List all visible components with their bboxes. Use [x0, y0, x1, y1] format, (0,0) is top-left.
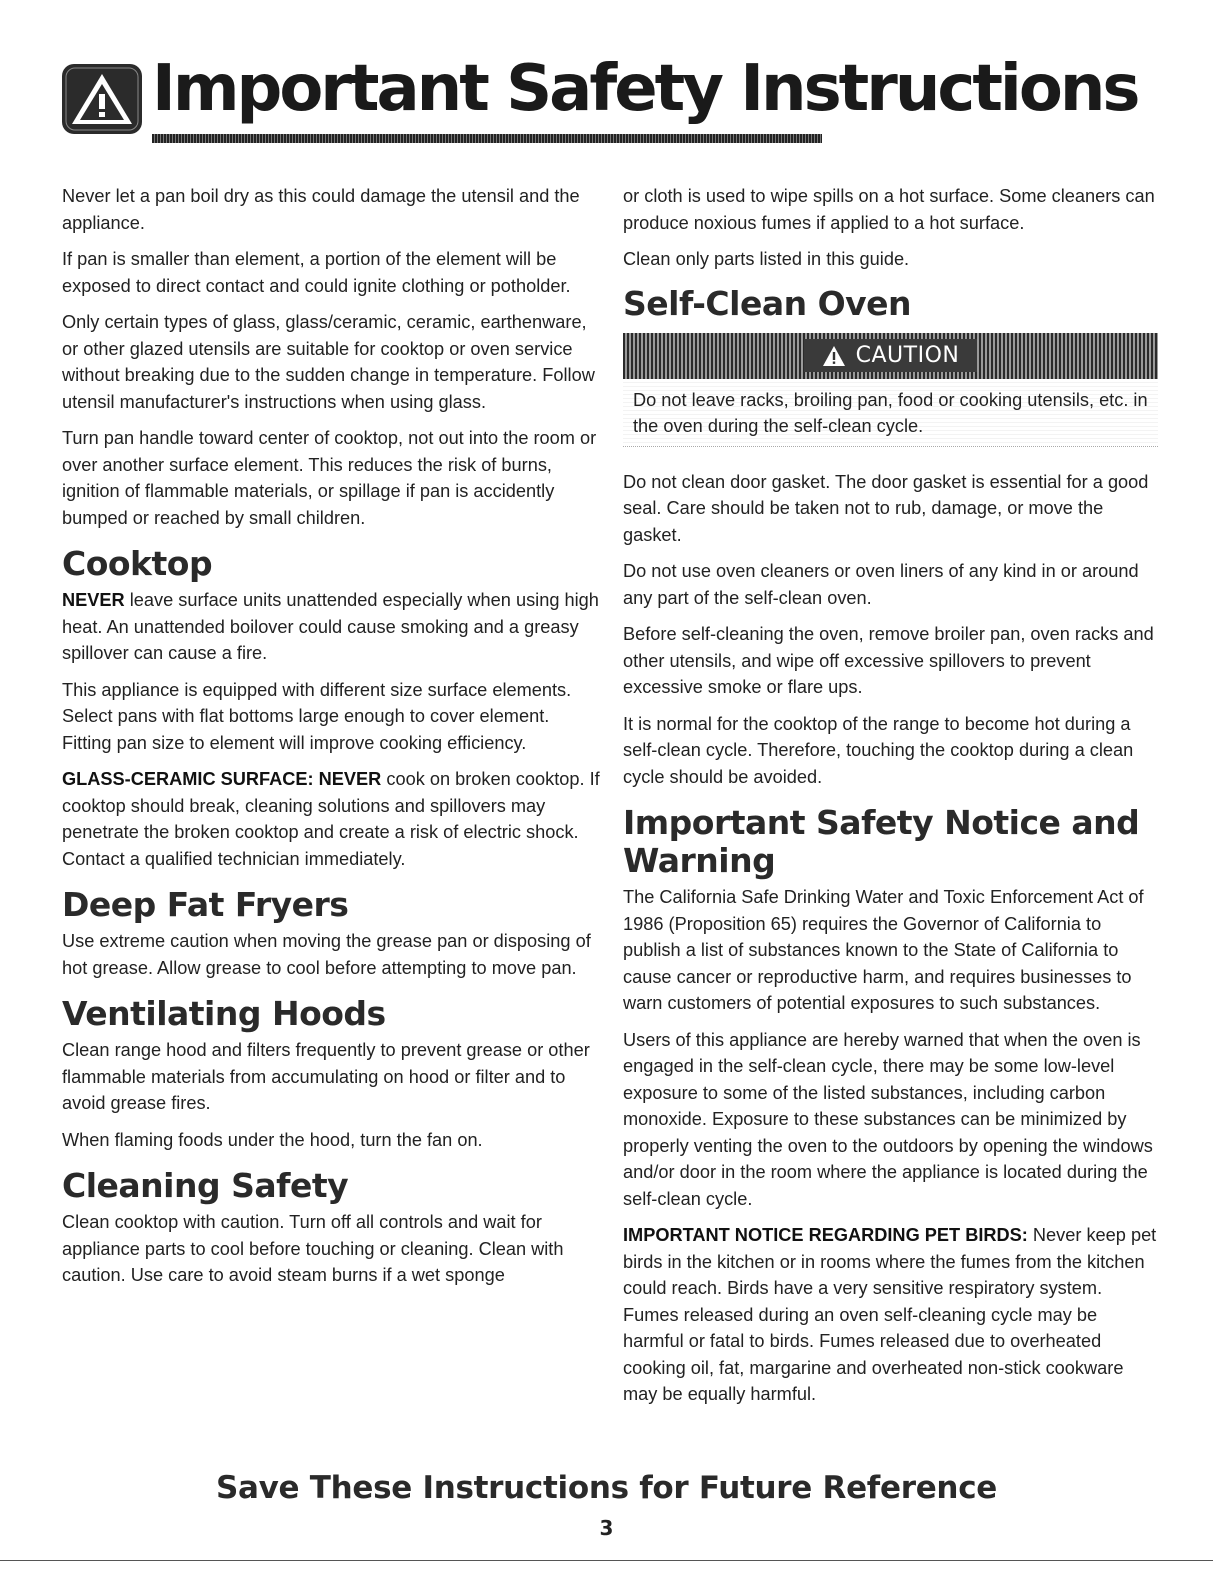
cooktop-paragraph-2: This appliance is equipped with different size surface elements. Select pans with flat bottoms large enough to cover element. Fitting pan size to element will improve cooking efficiency. — [62, 679, 572, 753]
cleaning-continued-paragraph-1: or cloth is used to wipe spills on a hot surface. Some cleaners can produce noxious fumes if applied to a hot surface. — [623, 186, 1155, 233]
cooktop-paragraph-3-text: cook on broken cooktop. If cooktop should break, cleaning solutions and spillovers may penetrate the broken cooktop and create a risk of electric shock. Contact a qualified technician immediately. — [62, 769, 600, 869]
self-clean-paragraph-2: Do not use oven cleaners or oven liners of any kind in or around any part of the self-clean oven. — [623, 561, 1139, 608]
pet-birds-lead: IMPORTANT NOTICE REGARDING PET BIRDS: — [623, 1225, 1028, 1245]
caution-box — [623, 333, 1158, 447]
glass-ceramic-lead: GLASS-CERAMIC SURFACE: NEVER — [62, 769, 382, 789]
notice-paragraph-3 — [623, 1222, 1158, 1408]
notice-paragraph-3-text: Never keep pet birds in the kitchen or in rooms where the fumes from the kitchen could reach. Birds have a very sensitive respiratory system. Fumes released during an oven self-cleaning cycle may be harmful or fatal to birds. Fumes released due to overheated cooking oil, fat, margarine and overheated non-stick cookware may be equally harmful. — [623, 1225, 1157, 1404]
cooktop-paragraph-1 — [62, 587, 602, 667]
caution-text: Do not leave racks, broiling pan, food or cooking utensils, etc. in the oven during the self-clean cycle. — [623, 379, 1158, 447]
self-clean-paragraph-1: Do not clean door gasket. The door gasket is essential for a good seal. Care should be taken not to rub, damage, or move the gasket. — [623, 471, 1149, 545]
intro-paragraph-3: Only certain types of glass, glass/ceramic, ceramic, earthenware, or other glazed utensils are suitable for cooktop or oven service without breaking due to the sudden change in temperature. Follow utensil manufacturer's instructions when using glass. — [62, 312, 595, 412]
page-title: Important Safety Instructions — [152, 52, 1138, 126]
bottom-rule — [0, 1560, 1213, 1561]
ventilating-hoods-heading: Ventilating Hoods — [62, 994, 386, 1033]
self-clean-oven-heading: Self-Clean Oven — [623, 283, 912, 323]
self-clean-paragraph-4: It is normal for the cooktop of the range to become hot during a self-clean cycle. Therefore, touching the cooktop during a clean cycle should be avoided. — [623, 713, 1134, 787]
caution-banner — [623, 333, 1158, 379]
right-column — [623, 183, 1158, 1418]
cooktop-paragraph-3 — [62, 766, 602, 872]
title-rule — [152, 134, 822, 143]
cleaning-safety-paragraph: Clean cooktop with caution. Turn off all controls and wait for appliance parts to cool before touching or cleaning. Clean with caution. Use care to avoid steam burns if a wet sponge — [62, 1212, 564, 1285]
ventilating-hoods-paragraph-1: Clean range hood and filters frequently to prevent grease or other flammable materials from accumulating on hood or filter and to avoid grease fires. — [62, 1040, 590, 1113]
intro-paragraph-4: Turn pan handle toward center of cooktop, not out into the room or over another surface element. This reduces the risk of burns, ignition of flammable materials, or spillage if pan is accidently bumped or reached by small children. — [62, 428, 597, 528]
page-number: 3 — [599, 1516, 614, 1540]
footer-title: Save These Instructions for Future Reference — [216, 1470, 997, 1506]
deep-fat-fryers-heading: Deep Fat Fryers — [62, 885, 349, 924]
caution-label: CAUTION — [855, 343, 960, 368]
safety-notice-heading: Important Safety Notice and Warning — [623, 803, 1140, 880]
cooktop-paragraph-1-text: leave surface units unattended especially when using high heat. An unattended boilover could cause smoking and a greasy spillover can cause a fire. — [62, 590, 599, 663]
intro-paragraph-1: Never let a pan boil dry as this could damage the utensil and the appliance. — [62, 186, 580, 233]
notice-paragraph-1: The California Safe Drinking Water and Toxic Enforcement Act of 1986 (Proposition 65) requires the Governor of California to publish a list of substances known to the State of California to cause cancer or reproductive harm, and requires businesses to warn customers of potential exposures to such substances. — [623, 887, 1144, 1013]
cleaning-continued-paragraph-2: Clean only parts listed in this guide. — [623, 249, 910, 269]
intro-paragraph-2: If pan is smaller than element, a portion of the element will be exposed to direct contact and could ignite clothing or potholder. — [62, 249, 571, 296]
self-clean-paragraph-3: Before self-cleaning the oven, remove broiler pan, oven racks and other utensils, and wipe off excessive spillovers to prevent excessive smoke or flare ups. — [623, 624, 1154, 697]
cooktop-never-lead: NEVER — [62, 590, 125, 610]
cooktop-heading: Cooktop — [62, 544, 213, 583]
warning-icon — [60, 62, 144, 136]
notice-paragraph-2: Users of this appliance are hereby warned that when the oven is engaged in the self-clean cycle, there may be some low-level exposure to some of the listed substances, including carbon monoxide. Exposure to these substances can be minimized by properly venting the oven to the outdoors by opening the windows and/or door in the room where the appliance is located during the self-clean cycle. — [623, 1029, 1153, 1209]
deep-fat-fryers-paragraph: Use extreme caution when moving the grease pan or disposing of hot grease. Allow grease to cool before attempting to move pan. — [62, 931, 591, 978]
cleaning-safety-heading: Cleaning Safety — [62, 1166, 349, 1205]
page-header — [60, 52, 1138, 154]
ventilating-hoods-paragraph-2: When flaming foods under the hood, turn the fan on. — [62, 1129, 483, 1150]
caution-triangle-icon — [822, 345, 846, 367]
left-column — [62, 183, 602, 1299]
